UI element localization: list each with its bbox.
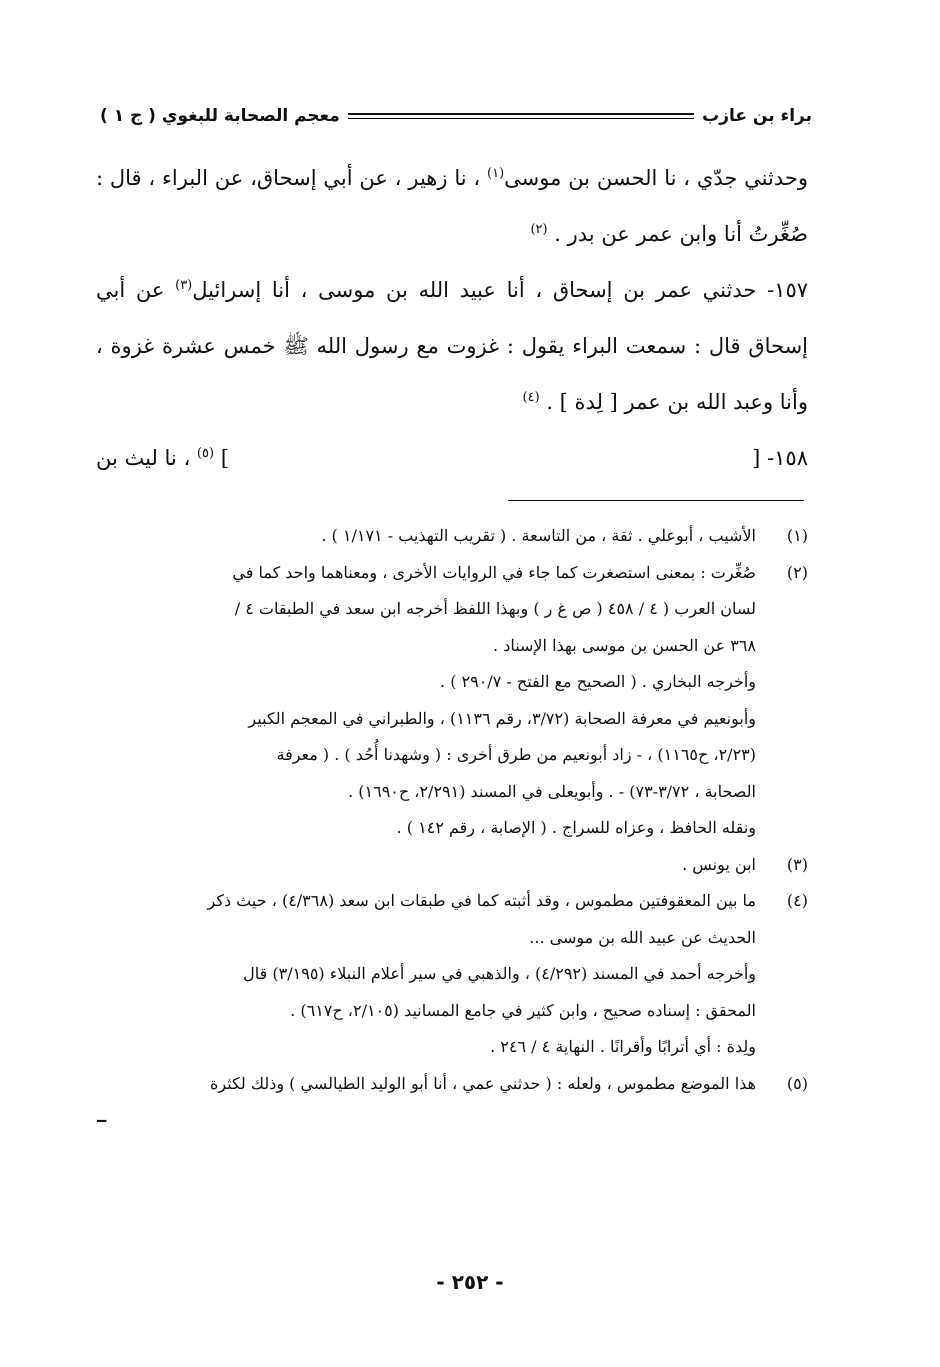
bracket-open: [ (752, 446, 761, 470)
hadith-157 (96, 262, 808, 430)
header-rule (348, 113, 694, 119)
footnote-ref[interactable]: (٣) (175, 278, 193, 293)
footnote (96, 555, 808, 847)
footnote-line: وأخرجه أحمد في المسند (٤/٢٩٢) ، والذهبي في سير أعلام النبلاء (٣/١٩٥) قال (243, 964, 756, 983)
footnote (96, 1066, 808, 1139)
footnote-line: ٣٦٨ عن الحسن بن موسى بهذا الإسناد . (493, 635, 756, 655)
paragraph-1 (96, 150, 808, 262)
footnote-line: الأشيب ، أبوعلي . ثقة ، من التاسعة . ( تقريب التهذيب - ١/١٧١ ) . (321, 526, 756, 545)
footnotes (96, 518, 808, 1139)
page-header (100, 100, 812, 132)
footnote-body (96, 518, 756, 555)
footnote-ref[interactable]: (١) (487, 166, 505, 181)
footnote (96, 847, 808, 884)
main-text (96, 150, 808, 486)
footnote-number: (٢) (786, 562, 808, 582)
footnote-line: ولِدة : أي أترابًا وأقرانًا . النهاية ٤ / ٢٤٦ . (490, 1037, 756, 1056)
footnote-body (96, 555, 756, 847)
hadith-number: ١٥٨- (767, 446, 808, 470)
bracket-close: ] (220, 446, 229, 470)
hadith-158 (96, 430, 808, 486)
footnote-ref[interactable]: (٢) (530, 222, 548, 237)
footnote-number: (٤) (786, 891, 808, 910)
footnote-number: (١) (786, 526, 808, 545)
running-title: معجم الصحابة للبغوي ( ج ١ ) (100, 106, 340, 126)
text-segment: ، نا زهير ، عن أبي إسحاق، عن (214, 166, 481, 190)
footnote-number: (٥) (786, 1073, 808, 1093)
footnote-body (96, 883, 756, 1066)
text-segment: عشرة غزوة ، وأنا وعبد الله بن عمر [ لِدة ] . (96, 334, 808, 414)
page-number: - ٢٥٢ - (436, 1270, 504, 1294)
footnote-line: وأخرجه البخاري . ( الصحيح مع الفتح - ٢٩٠/٧ ) . (440, 672, 756, 691)
footnote-separator (508, 500, 804, 501)
footnote-line: الصحابة ، ٣/٧٢-٧٣) - . وأبويعلى في المسند (٢/٢٩١، ح١٦٩٠) . (348, 781, 756, 801)
footnote-line: (٢/٢٣، ح١١٦٥) ، - زاد أبونعيم من طرق أخرى : ( وشهدنا أُحُد ) . ( معرفة (276, 745, 756, 764)
footnote-body (96, 847, 756, 884)
footnote-line: وأبونعيم في معرفة الصحابة (٣/٧٢، رقم ١١٣٦) ، والطبراني في المعجم الكبير (248, 708, 756, 728)
text-segment: وحدثني جدّي ، نا الحسن بن موسى (504, 166, 808, 190)
footnote-line: المحقق : إسناده صحيح ، وابن كثير في جامع المسانيد (٢/١٠٥، ح٦١٧) . (290, 1000, 756, 1020)
footnote-number: (٣) (786, 854, 808, 874)
footnote-line: -- (96, 1110, 106, 1129)
footnote-line: الحديث عن عبيد الله بن موسى ... (529, 927, 756, 947)
footnote-line: ابن يونس . (682, 854, 756, 874)
footnote-body (96, 1066, 756, 1139)
hadith-158-start (752, 430, 808, 486)
text-segment: حدثني عمر بن إسحاق ، أنا عبيد الله بن موسى ، أنا إسرائيل (192, 278, 757, 302)
text-segment: البراء ، قال : صُغِّرتُ أنا وابن عمر عن بدر . (96, 166, 808, 246)
text-segment: ، نا ليث بن (96, 446, 191, 470)
footnote (96, 883, 808, 1066)
footnote-ref[interactable]: (٤) (522, 390, 540, 405)
footnote-line: صُغِّرت : بمعنى استصغرت كما جاء في الروايات الأخرى ، ومعناهما واحد كما في (232, 562, 756, 582)
footnote (96, 518, 808, 555)
hadith-number: ١٥٧- (767, 278, 809, 302)
footnote-line: ما بين المعقوفتين مطموس ، وقد أثبته كما في طبقات ابن سعد (٤/٣٦٨) ، حيث ذكر (207, 891, 756, 910)
footnote-line: لسان العرب ( ٤ / ٤٥٨ ( ص غ ر ) وبهذا اللفظ أخرجه ابن سعد في الطبقات ٤ / (234, 599, 756, 618)
footnote-ref[interactable]: (٥) (196, 446, 215, 461)
footnote-line: ونقله الحافظ ، وعزاه للسراج . ( الإصابة ، رقم ١٤٢ ) . (396, 818, 756, 837)
footnote-line: هذا الموضع مطموس ، ولعله : ( حدثني عمي ، أنا أبو الوليد الطيالسي ) وذلك لكثرة (210, 1073, 756, 1093)
hadith-158-end (96, 430, 229, 486)
text-segment: عن أبي إسحاق قال : سمعت البراء يقول : غزوت مع رسول الله ﷺ خمس (96, 278, 809, 358)
chapter-name: براء بن عازب (702, 106, 812, 126)
